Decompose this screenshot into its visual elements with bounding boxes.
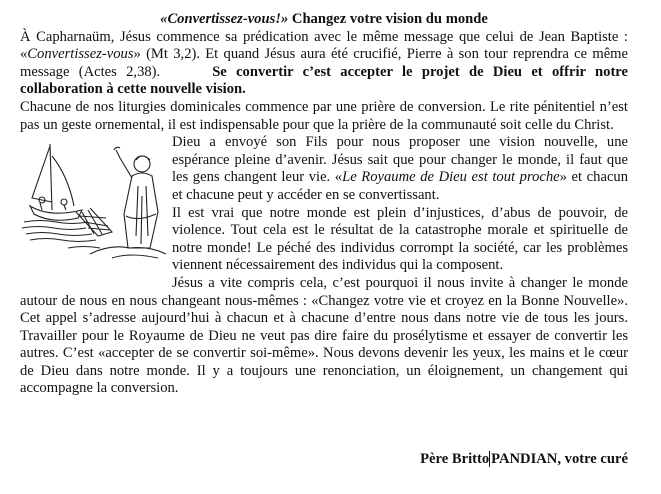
paragraph-liturgy: Chacune de nos liturgies dominicales commence par une prière de conversion. Le rite pénitentiel n’est pas un geste ornemental, il est indispensable pour que la prière de la communauté soit celle du Christ. — [20, 98, 628, 133]
title-rest: Changez votre vision du monde — [288, 11, 488, 27]
intro-italic: Convertissez-vous — [27, 46, 134, 63]
vision-italic: Le Royaume de Dieu est tout proche — [342, 169, 560, 186]
paragraph-world: Il est vrai que notre monde est plein d’injustices, d’abus de pouvoir, de violence. Tout cela est le résultat de la catastrophe morale et spirituelle de notre monde! Le péché des individus corrompt la société, car les problèmes viennent nécessairement des individus qui la composent. — [172, 204, 628, 274]
document-body — [20, 11, 628, 398]
vision-text-1: Dieu a envoyé son Fils pour nous proposer une vision nouvelle, une espérance pleine d’avenir. Jésus sait que pour changer le monde, il faut que les gens changent leur vie. « — [172, 134, 628, 186]
paragraph-conversion: Jésus a vite compris cela, c’est pourquoi il nous invite à changer le monde autour de nous en nous changeant nous-mêmes : «Changez votre vie et croyez en la Bonne Nouvelle». Cet appel s’adresse aujourd’hui à chacun et à chacune d’entre nous dans notre vie de tous les jours. Travailler pour le Royaume de Dieu ne veut pas dire faire du prosélytisme et essayer de convertir les autres. C’est «accepter de se convertir soi-même». Nous devons devenir les yeux, les mains et le cœur de Dieu dans notre monde. Il y a toujours une renonciation, un éloignement, un changement qui accompagne la conversion. — [20, 274, 628, 397]
illustrated-section — [20, 134, 628, 275]
intro-text-2: » (Mt 3,2). Et quand Jésus aura été crucifié, Pierre à son tour reprendra ce même message (Actes 2,38). — [20, 46, 628, 80]
paragraph-vision — [172, 134, 628, 204]
title-quote: «Convertissez-vous!» — [160, 11, 289, 27]
jesus-boat-illustration — [20, 136, 168, 264]
intro-bold: Se convertir c’est accepter le projet de Dieu et offrir notre collaboration à cette nouvelle vision. — [20, 63, 628, 98]
signature — [20, 451, 628, 468]
intro-text-1: À Capharnaüm, Jésus commence sa prédication avec le même message que celui de Jean Baptiste : « — [20, 28, 628, 63]
signature-second: PANDIAN, votre curé — [491, 451, 628, 467]
vision-text-2: » et chacun et chacune peut y accéder en se convertissant. — [172, 169, 629, 203]
page-title — [20, 11, 628, 29]
paragraph-intro — [20, 29, 628, 99]
signature-first: Père Britto — [420, 451, 490, 467]
